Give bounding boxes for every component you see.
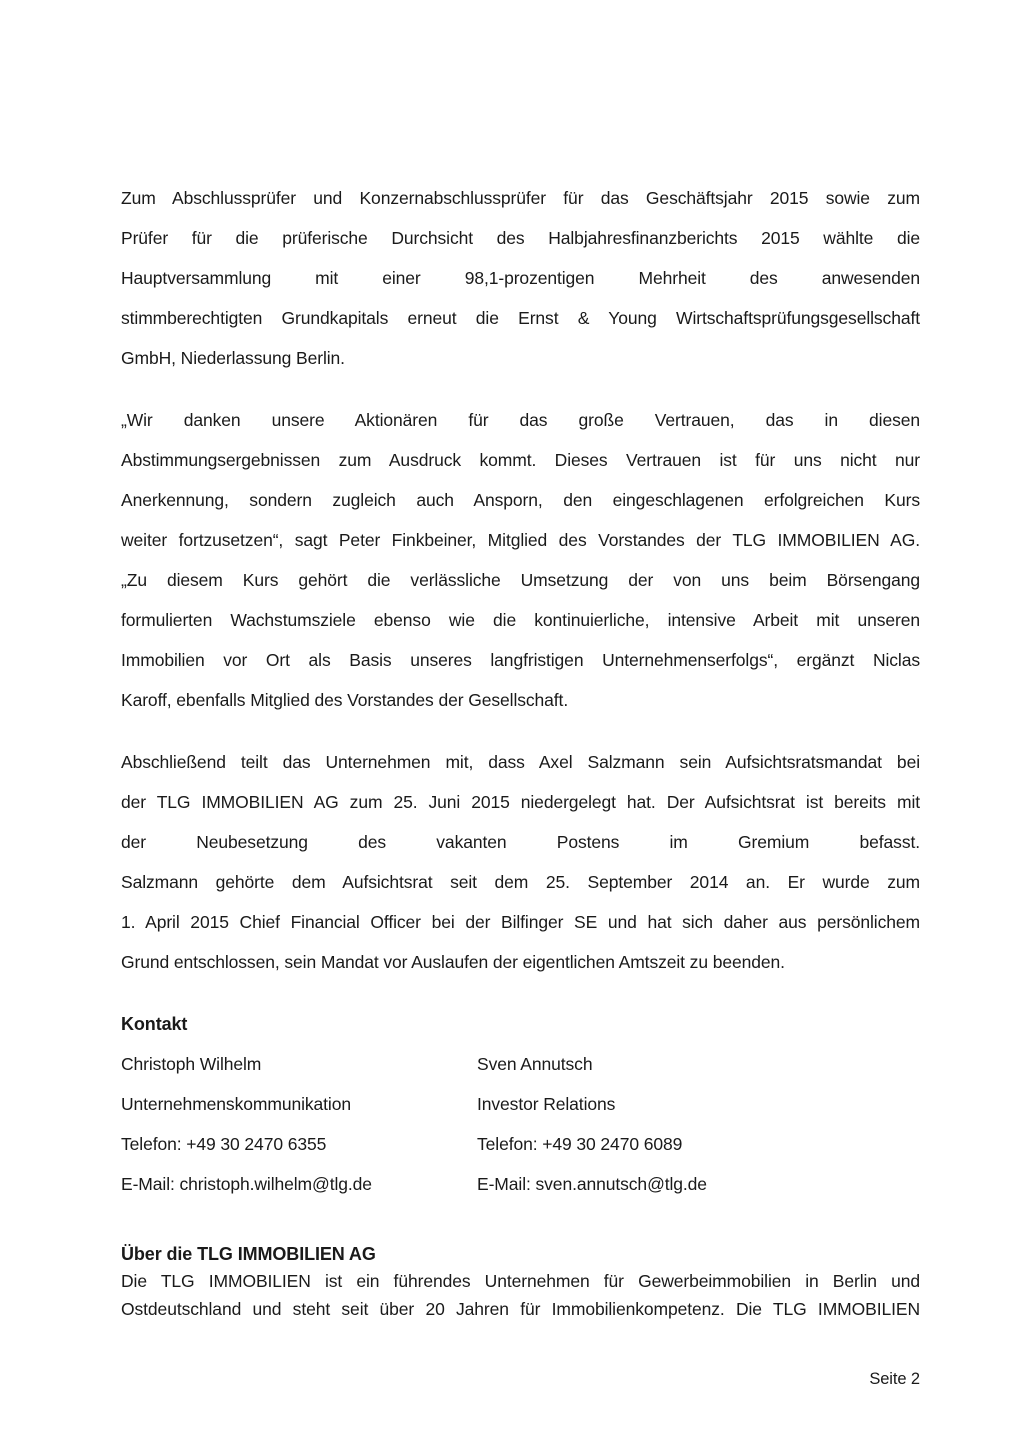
text-line: Karoff, ebenfalls Mitglied des Vorstandes der Gesellschaft. [121,690,569,710]
text-line: Abschließend teilt das Unternehmen mit, dass Axel Salzmann sein Aufsichtsratsmandat bei [121,752,920,772]
contact-name: Sven Annutsch [477,1054,593,1074]
text-line: stimmberechtigten Grundkapitals erneut die Ernst & Young Wirtschaftsprüfungsgesellschaft [121,308,920,328]
page-number: Seite 2 [869,1370,920,1388]
text-line: Salzmann gehörte dem Aufsichtsrat seit dem 25. September 2014 an. Er wurde zum [121,872,920,892]
contact-section [121,1004,920,1204]
contact-heading: Kontakt [121,1014,188,1034]
text-line: Grund entschlossen, sein Mandat vor Auslaufen der eigentlichen Amtszeit zu beenden. [121,952,785,972]
about-company-section [121,1240,920,1323]
contact-email: E-Mail: sven.annutsch@tlg.de [477,1174,707,1194]
text-line: Ostdeutschland und steht seit über 20 Jahren für Immobilienkompetenz. Die TLG IMMOBILIEN [121,1298,920,1319]
contact-email: E-Mail: christoph.wilhelm@tlg.de [121,1174,372,1194]
text-line: Hauptversammlung mit einer 98,1-prozentigen Mehrheit des anwesenden [121,268,920,288]
contact-phone: Telefon: +49 30 2470 6089 [477,1134,683,1154]
page-content [121,178,920,1323]
paragraph-board-quotes [121,400,920,720]
contact-name: Christoph Wilhelm [121,1054,262,1074]
text-line: Prüfer für die prüferische Durchsicht des Halbjahresfinanzberichts 2015 wählte die [121,228,920,248]
paragraph-auditor-election [121,178,920,378]
text-line: GmbH, Niederlassung Berlin. [121,348,345,368]
press-release-body [121,178,920,982]
paragraph-salzmann-resignation [121,742,920,982]
text-line: Abstimmungsergebnissen zum Ausdruck kommt. Dieses Vertrauen ist für uns nicht nur [121,450,920,470]
text-line: der Neubesetzung des vakanten Postens im Gremium befasst. [121,832,920,852]
text-line: formulierten Wachstumsziele ebenso wie die kontinuierliche, intensive Arbeit mit unseren [121,610,920,630]
about-heading: Über die TLG IMMOBILIEN AG [121,1244,376,1264]
contact-investor-relations [477,1044,920,1204]
contact-press [121,1044,477,1204]
text-line: Immobilien vor Ort als Basis unseres langfristigen Unternehmenserfolgs“, ergänzt Niclas [121,650,920,670]
text-line: Zum Abschlussprüfer und Konzernabschlussprüfer für das Geschäftsjahr 2015 sowie zum [121,188,920,208]
text-line: „Wir danken unsere Aktionären für das große Vertrauen, das in diesen [121,410,920,430]
text-line: Die TLG IMMOBILIEN ist ein führendes Unternehmen für Gewerbeimmobilien in Berlin und [121,1271,920,1291]
text-line: 1. April 2015 Chief Financial Officer bei der Bilfinger SE und hat sich daher aus persönlichem [121,912,920,932]
text-line: weiter fortzusetzen“, sagt Peter Finkbeiner, Mitglied des Vorstandes der TLG IMMOBILIEN AG. [121,530,920,550]
text-line: Anerkennung, sondern zugleich auch Ansporn, den eingeschlagenen erfolgreichen Kurs [121,490,920,510]
contact-columns [121,1044,920,1204]
contact-phone: Telefon: +49 30 2470 6355 [121,1134,327,1154]
contact-department: Unternehmenskommunikation [121,1094,351,1114]
text-line: der TLG IMMOBILIEN AG zum 25. Juni 2015 niedergelegt hat. Der Aufsichtsrat ist bereits mit [121,792,920,812]
text-line: „Zu diesem Kurs gehört die verlässliche Umsetzung der von uns beim Börsengang [121,570,920,590]
contact-department: Investor Relations [477,1094,616,1114]
